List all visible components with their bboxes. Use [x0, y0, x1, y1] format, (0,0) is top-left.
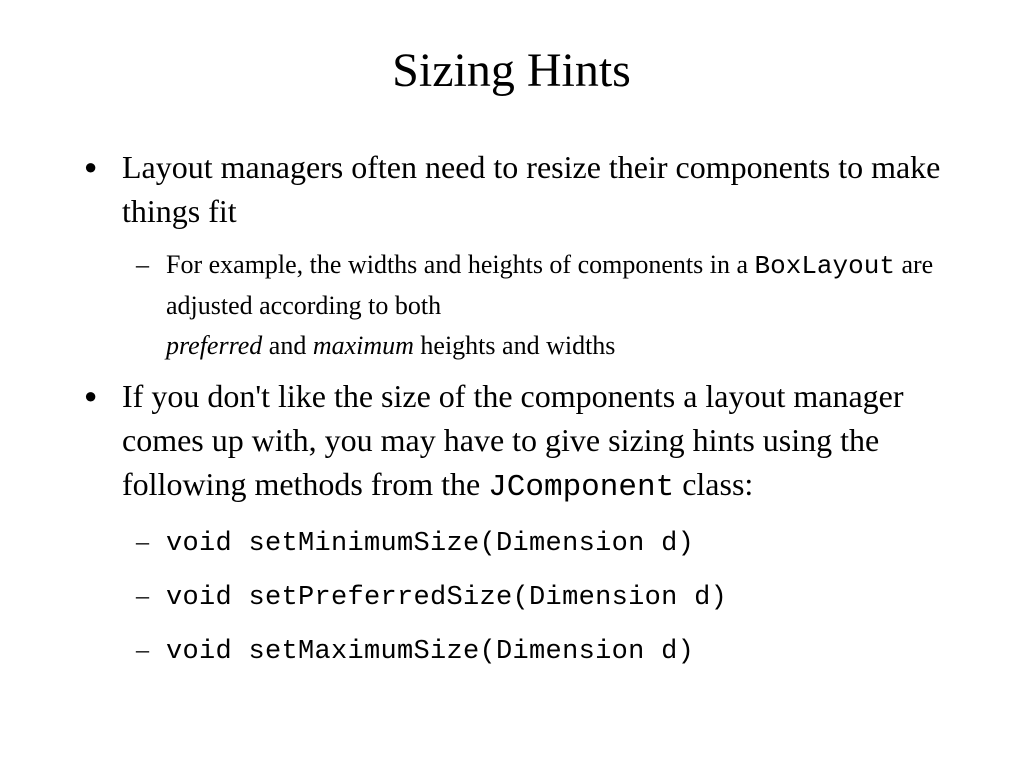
slide-title: Sizing Hints — [392, 44, 631, 97]
sub-bullet-text-part: For example, the widths and heights of components in a — [166, 250, 755, 279]
sub-bullet-item — [136, 245, 966, 366]
method-item — [136, 522, 966, 564]
bullet-icon: ● — [84, 154, 98, 179]
dash-icon: – — [136, 250, 149, 279]
sub-bullet-text-part: heights and widths — [413, 331, 616, 360]
emphasis-text: preferred — [166, 331, 263, 360]
bullet-item — [84, 145, 962, 233]
method-signature: void setPreferredSize(Dimension d) — [166, 583, 728, 613]
emphasis-text: maximum — [312, 331, 414, 360]
dash-icon: – — [136, 635, 149, 664]
method-signature: void setMaximumSize(Dimension d) — [166, 637, 695, 667]
inline-code: JComponent — [488, 470, 675, 505]
method-signature: void setMinimumSize(Dimension d) — [166, 529, 695, 559]
bullet-item — [84, 374, 962, 510]
dash-icon: – — [136, 581, 149, 610]
method-item — [136, 630, 966, 672]
inline-code: BoxLayout — [754, 251, 895, 281]
dash-icon: – — [136, 527, 149, 556]
sub-bullet-text-part: and — [262, 331, 313, 360]
method-item — [136, 576, 966, 618]
sub-bullet-text-part: are adjusted according to both — [166, 250, 934, 320]
bullet-text-part: If you don't like the size of the components a layout manager comes up with, you may have to give sizing hints using the following methods from the — [122, 378, 904, 502]
slide-body — [0, 145, 1023, 672]
bullet-text: Layout managers often need to resize their components to make things fit — [122, 149, 941, 229]
bullet-icon: ● — [84, 383, 98, 408]
bullet-text-part: class: — [674, 466, 754, 502]
